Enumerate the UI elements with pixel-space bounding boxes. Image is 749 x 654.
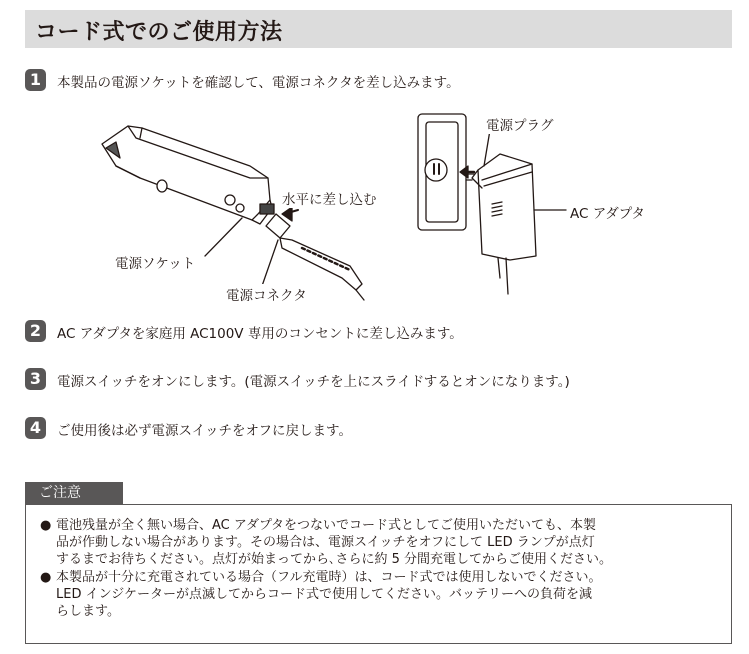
label-horizontal: 水平に差し込む bbox=[282, 188, 377, 208]
illustration bbox=[80, 108, 700, 308]
notice-heading: ご注意 bbox=[25, 482, 123, 504]
label-plug: 電源プラグ bbox=[486, 114, 554, 134]
step-number: 4 bbox=[25, 417, 46, 439]
label-socket: 電源ソケット bbox=[115, 252, 195, 272]
step-text: 電源スイッチをオンにします。(電源スイッチを上にスライドするとオンになります。) bbox=[57, 374, 570, 390]
label-connector: 電源コネクタ bbox=[226, 284, 307, 304]
step-number: 1 bbox=[25, 69, 46, 91]
notice-line: 本製品が十分に充電されている場合（フル充電時）は、コード式では使用しないでください。 bbox=[56, 570, 602, 585]
notice-line: するまでお待ちください。点灯が始まってから､さらに約 5 分間充電してからご使用ください。 bbox=[56, 552, 613, 567]
notice-line: 品が作動しない場合があります。その場合は、電源スイッチをオフにして LED ランプが点灯 bbox=[56, 535, 595, 550]
label-adapter: AC アダプタ bbox=[570, 202, 645, 222]
step-text: 本製品の電源ソケットを確認して、電源コネクタを差し込みます。 bbox=[57, 75, 460, 91]
notice-line: 電池残量が全く無い場合、AC アダプタをつないでコード式としてご使用いただいても、本製 bbox=[56, 518, 597, 533]
step-number: 2 bbox=[25, 320, 46, 342]
title-bar bbox=[25, 10, 732, 48]
step-text: ご使用後は必ず電源スイッチをオフに戻します。 bbox=[57, 423, 352, 439]
bullet-icon: ● bbox=[40, 518, 52, 533]
notice-line: らします。 bbox=[56, 604, 120, 619]
notice-line: LED インジケーターが点滅してからコード式で使用してください。バッテリーへの負荷を減 bbox=[56, 587, 593, 602]
bullet-icon: ● bbox=[40, 570, 52, 585]
notice-box bbox=[25, 504, 732, 644]
step-text: AC アダプタを家庭用 AC100V 専用のコンセントに差し込みます。 bbox=[57, 326, 463, 342]
step-number: 3 bbox=[25, 368, 46, 390]
page-title: コード式でのご使用方法 bbox=[35, 20, 283, 45]
